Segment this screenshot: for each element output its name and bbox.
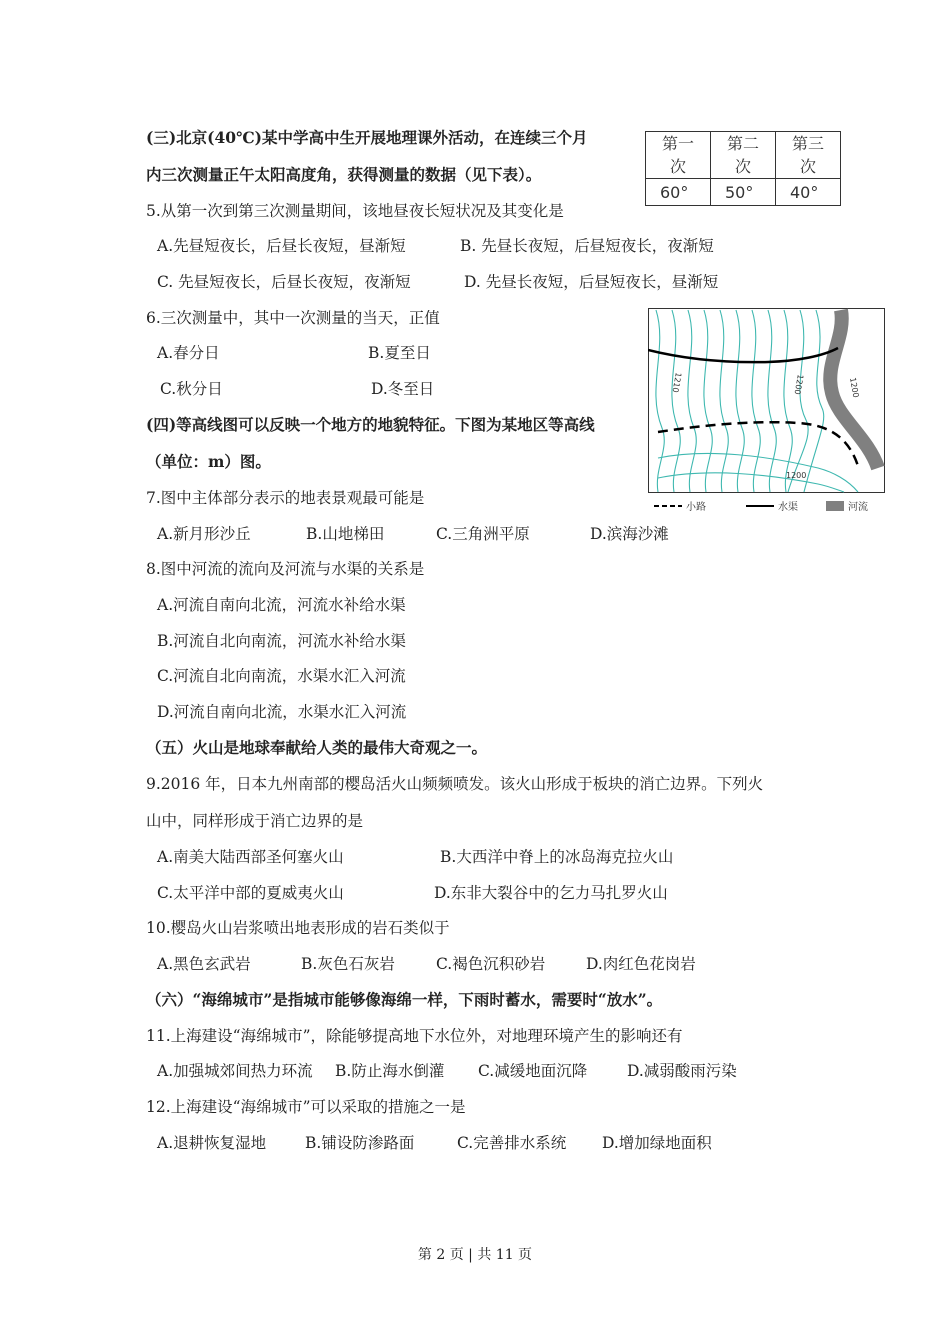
q5-stem: 5.从第一次到第三次测量期间，该地昼夜长短状况及其变化是 — [146, 202, 564, 220]
q6-option-c: C.秋分日 — [160, 380, 223, 398]
q10-option-a: A.黑色玄武岩 — [157, 955, 251, 973]
q5-option-d: D. 先昼长夜短，后昼短夜长，昼渐短 — [464, 273, 719, 291]
section-3-intro-line2: 内三次测量正午太阳高度角，获得测量的数据（见下表）。 — [146, 165, 542, 184]
contour-map — [648, 308, 888, 516]
q11-option-c: C.减缓地面沉降 — [478, 1062, 588, 1080]
section-3-intro-line1: (三)北京(40℃)某中学高中生开展地理课外活动，在连续三个月 — [146, 128, 588, 147]
q8-option-a: A.河流自南向北流，河流水补给水渠 — [157, 596, 406, 614]
q11-option-b: B.防止海水倒灌 — [335, 1062, 445, 1080]
contour-label-1: 1210 — [670, 371, 683, 394]
q8-option-c: C.河流自北向南流，水渠水汇入河流 — [157, 667, 406, 685]
q5-option-c: C. 先昼短夜长，后昼长夜短，夜渐短 — [157, 273, 411, 291]
q12-option-c: C.完善排水系统 — [457, 1134, 567, 1152]
q8-stem: 8.图中河流的流向及河流与水渠的关系是 — [146, 560, 425, 578]
q10-option-b: B.灰色石灰岩 — [301, 955, 395, 973]
measurement-table — [645, 131, 841, 206]
q10-option-d: D.肉红色花岗岩 — [586, 955, 696, 973]
q6-option-b: B.夏至日 — [368, 344, 431, 362]
q10-stem: 10.樱岛火山岩浆喷出地表形成的岩石类似于 — [146, 919, 450, 937]
contour-label-4: 1200 — [786, 471, 807, 480]
q9-option-d: D.东非大裂谷中的乞力马扎罗火山 — [434, 884, 668, 902]
q12-stem: 12.上海建设“海绵城市”可以采取的措施之一是 — [146, 1098, 466, 1116]
q5-option-a: A.先昼短夜长，后昼长夜短，昼渐短 — [157, 237, 406, 255]
q8-option-d: D.河流自南向北流，水渠水汇入河流 — [157, 703, 407, 721]
legend-canal: 水渠 — [778, 502, 798, 513]
q7-option-a: A.新月形沙丘 — [157, 525, 251, 543]
q7-option-c: C.三角洲平原 — [436, 525, 530, 543]
q5-option-b: B. 先昼长夜短，后昼短夜长，夜渐短 — [460, 237, 714, 255]
q11-option-a: A.加强城郊间热力环流 — [157, 1062, 313, 1080]
q12-option-b: B.铺设防渗路面 — [305, 1134, 415, 1152]
section-6-intro: （六）“海绵城市”是指城市能够像海绵一样，下雨时蓄水，需要时“放水”。 — [146, 990, 663, 1009]
q7-option-d: D.滨海沙滩 — [590, 525, 669, 543]
q7-option-b: B.山地梯田 — [306, 525, 385, 543]
section-4-intro-line1: (四)等高线图可以反映一个地方的地貌特征。下图为某地区等高线 — [146, 415, 595, 434]
contour-label-3: 1200 — [848, 376, 861, 399]
q7-stem: 7.图中主体部分表示的地表景观最可能是 — [146, 489, 425, 507]
q9-option-b: B.大西洋中脊上的冰岛海克拉火山 — [440, 848, 674, 866]
q9-stem-line1: 9.2016 年，日本九州南部的樱岛活火山频频喷发。该火山形成于板块的消亡边界。下列火 — [146, 775, 764, 793]
q9-stem-line2: 山中，同样形成于消亡边界的是 — [146, 812, 364, 830]
q6-option-d: D.冬至日 — [371, 380, 435, 398]
q12-option-a: A.退耕恢复湿地 — [157, 1134, 267, 1152]
table-header-2: 第二 次 — [711, 132, 776, 179]
table-value-1: 60° — [646, 179, 711, 206]
section-4-intro-line2: （单位：m）图。 — [146, 452, 271, 471]
legend-river: 河流 — [848, 502, 868, 513]
q6-stem: 6.三次测量中，其中一次测量的当天，正值 — [146, 309, 440, 327]
legend-path: 小路 — [686, 502, 706, 513]
q8-option-b: B.河流自北向南流，河流水补给水渠 — [157, 632, 406, 650]
q10-option-c: C.褐色沉积砂岩 — [436, 955, 546, 973]
q6-option-a: A.春分日 — [157, 344, 220, 362]
q12-option-d: D.增加绿地面积 — [602, 1134, 712, 1152]
table-header-1: 第一 次 — [646, 132, 711, 179]
q11-stem: 11.上海建设“海绵城市”，除能够提高地下水位外，对地理环境产生的影响还有 — [146, 1027, 683, 1045]
map-legend — [654, 500, 868, 513]
page-footer: 第 2 页 | 共 11 页 — [417, 1247, 533, 1263]
table-value-2: 50° — [711, 179, 776, 206]
contour-label-2: 1200 — [792, 373, 805, 396]
table-value-3: 40° — [776, 179, 841, 206]
q9-option-a: A.南美大陆西部圣何塞火山 — [157, 848, 344, 866]
table-header-3: 第三 次 — [776, 132, 841, 179]
section-5-intro: （五）火山是地球奉献给人类的最伟大奇观之一。 — [146, 738, 488, 757]
q9-option-c: C.太平洋中部的夏威夷火山 — [157, 884, 344, 902]
q11-option-d: D.减弱酸雨污染 — [627, 1062, 737, 1080]
